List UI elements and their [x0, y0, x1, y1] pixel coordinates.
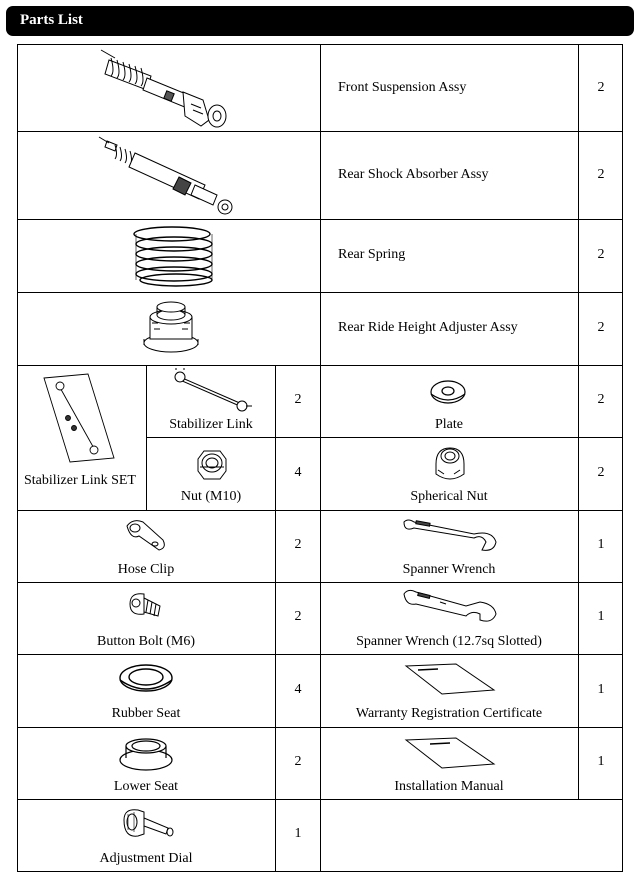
lower-seat-icon	[116, 734, 176, 774]
part-qty: 1	[597, 682, 605, 697]
spherical-nut-icon	[430, 442, 468, 486]
part-qty: 1	[597, 609, 605, 624]
rear-spring-icon	[130, 224, 218, 288]
part-name: Plate	[435, 417, 463, 432]
plate-icon	[428, 378, 468, 406]
part-qty: 1	[294, 826, 302, 841]
part-qty: 2	[597, 247, 605, 262]
spanner-wrench-icon	[400, 516, 500, 552]
part-name: Rear Ride Height Adjuster Assy	[338, 320, 518, 335]
stabilizer-link-icon	[170, 368, 254, 414]
part-qty: 2	[294, 754, 302, 769]
front-suspension-icon	[95, 46, 235, 130]
part-qty: 2	[597, 167, 605, 182]
part-qty: 2	[597, 80, 605, 95]
part-qty: 2	[294, 609, 302, 624]
part-name: Stabilizer Link SET	[24, 473, 136, 488]
spanner-wrench-slotted-icon	[400, 586, 500, 628]
nut-m10-icon	[192, 445, 230, 483]
part-qty: 2	[597, 320, 605, 335]
part-name: Rear Shock Absorber Assy	[338, 167, 489, 182]
part-qty: 4	[294, 465, 302, 480]
part-name: Button Bolt (M6)	[96, 634, 196, 649]
part-name: Warranty Registration Certificate	[355, 706, 543, 721]
warranty-certificate-icon	[402, 662, 498, 698]
hose-clip-icon	[121, 516, 169, 552]
part-qty: 2	[597, 465, 605, 480]
part-name: Spherical Nut	[410, 489, 488, 504]
part-name: Stabilizer Link	[169, 417, 253, 432]
part-qty: 2	[294, 537, 302, 552]
part-name: Hose Clip	[117, 562, 175, 577]
adjustment-dial-icon	[120, 806, 176, 846]
part-qty: 4	[294, 682, 302, 697]
part-name: Spanner Wrench (12.7sq Slotted)	[356, 634, 542, 649]
installation-manual-icon	[402, 736, 498, 772]
part-name: Lower Seat	[113, 779, 179, 794]
part-qty: 2	[294, 392, 302, 407]
part-name: Spanner Wrench	[402, 562, 496, 577]
part-name: Installation Manual	[394, 779, 504, 794]
part-name: Rubber Seat	[111, 706, 181, 721]
part-qty: 2	[597, 392, 605, 407]
ride-height-adjuster-icon	[140, 299, 202, 355]
part-qty: 1	[597, 537, 605, 552]
part-qty: 1	[597, 754, 605, 769]
part-name: Front Suspension Assy	[338, 80, 467, 95]
empty-cell	[320, 799, 623, 872]
part-name: Nut (M10)	[180, 489, 242, 504]
button-bolt-icon	[126, 590, 166, 624]
page-title: Parts List	[20, 12, 83, 28]
rear-shock-absorber-icon	[95, 133, 240, 219]
stabilizer-link-set-icon	[40, 372, 118, 464]
part-name: Adjustment Dial	[99, 851, 193, 866]
rubber-seat-icon	[116, 662, 176, 696]
part-name: Rear Spring	[338, 247, 406, 262]
